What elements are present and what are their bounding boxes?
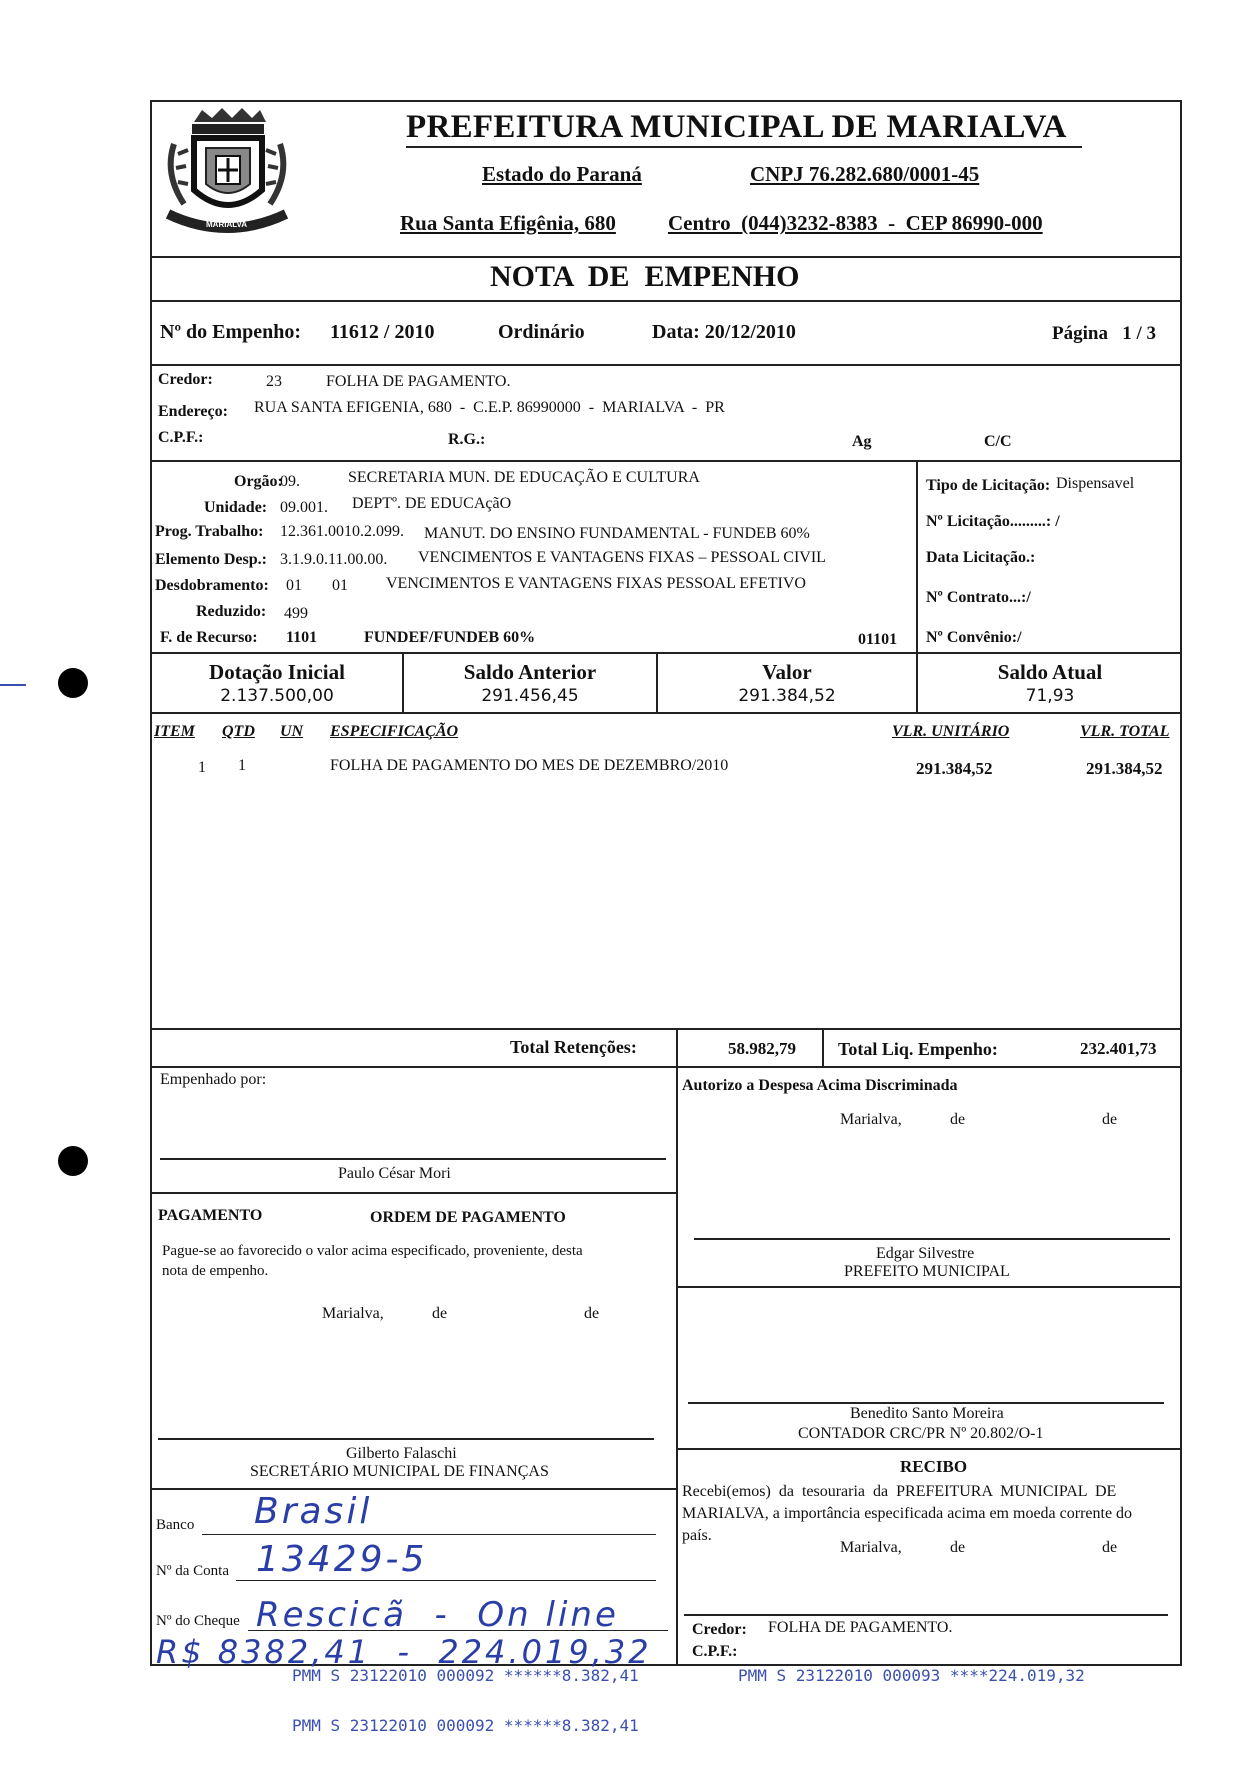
address: Rua Santa Efigênia, 680 <box>400 211 616 235</box>
reduzido-label: Reduzido: <box>196 603 267 620</box>
recibo-de-2: de <box>1102 1539 1118 1556</box>
recurso-code-2: 01101 <box>858 631 898 648</box>
rg-label: R.G.: <box>448 431 486 448</box>
desdobramento-label: Desdobramento: <box>155 577 269 594</box>
prog-desc: MANUT. DO ENSINO FUNDAMENTAL - FUNDEB 60% <box>424 525 810 542</box>
cc-label: C/C <box>984 433 1012 450</box>
col-qtd: QTD <box>222 723 255 740</box>
dotacao-inicial-cell <box>152 660 402 708</box>
credor-name: FOLHA DE PAGAMENTO. <box>326 373 511 390</box>
unidade-desc: DEPTº. DE EDUCAçãO <box>352 495 512 512</box>
empenho-number: 11612 / 2010 <box>330 321 435 343</box>
saldo-anterior-cell <box>404 660 656 708</box>
item-spec: FOLHA DE PAGAMENTO DO MES DE DEZEMBRO/2010 <box>330 757 729 774</box>
orgao-code: 09. <box>280 473 300 490</box>
banco-label: Banco <box>156 1517 195 1533</box>
secretario-title: SECRETÁRIO MUNICIPAL DE FINANÇAS <box>250 1463 549 1480</box>
saldo-atual-label: Saldo Atual <box>997 660 1103 684</box>
bank-stamp-2: PMM S 23122010 000093 ****224.019,32 <box>738 1666 1085 1685</box>
ordem-pagamento-label: ORDEM DE PAGAMENTO <box>370 1209 566 1226</box>
contador-title: CONTADOR CRC/PR Nº 20.802/O-1 <box>798 1425 1044 1442</box>
page-number: Página 1 / 3 <box>1052 323 1156 344</box>
recibo-cpf-label: C.P.F.: <box>692 1643 738 1660</box>
total-liquido-label: Total Liq. Empenho: <box>838 1039 998 1059</box>
ag-label: Ag <box>852 433 872 450</box>
item-number: 1 <box>198 759 206 776</box>
recurso-code: 1101 <box>286 629 318 646</box>
valor-label: Valor <box>762 660 812 684</box>
credor-code: 23 <box>266 373 282 390</box>
col-un: UN <box>280 723 304 740</box>
valor-value: 291.384,52 <box>738 686 836 706</box>
elemento-label: Elemento Desp.: <box>155 551 267 568</box>
recibo-line-1: Recebi(emos) da tesouraria da PREFEITURA MUNICIPAL DE <box>682 1483 1117 1500</box>
pagamento-de-1: de <box>432 1305 448 1322</box>
data-licitacao: Data Licitação.: <box>926 549 1036 566</box>
recibo-title: RECIBO <box>900 1457 968 1476</box>
punch-hole-bottom <box>58 1146 88 1176</box>
recurso-desc: FUNDEF/FUNDEB 60% <box>364 629 536 646</box>
dotacao-value: 2.137.500,00 <box>220 686 334 706</box>
unidade-label: Unidade: <box>204 499 268 516</box>
autorizo-de-1: de <box>950 1111 966 1128</box>
total-retencoes-label: Total Retenções: <box>510 1037 637 1057</box>
prefeito-title: PREFEITO MUNICIPAL <box>844 1263 1010 1280</box>
handwritten-amounts: R$ 8382,41 - 224.019,32 <box>156 1633 652 1671</box>
municipal-seal <box>154 104 300 246</box>
numero-convenio: Nº Convênio:/ <box>926 629 1022 646</box>
conta-label: Nº da Conta <box>156 1563 229 1579</box>
bank-stamp-3: PMM S 23122010 000092 ******8.382,41 <box>292 1716 639 1735</box>
empenho-date: Data: 20/12/2010 <box>652 321 796 343</box>
item-unit-value: 291.384,52 <box>916 759 993 778</box>
empenho-label: Nº do Empenho: <box>160 321 302 343</box>
col-especificacao: ESPECIFICAÇÃO <box>330 723 459 740</box>
bank-stamp-1: PMM S 23122010 000092 ******8.382,41 <box>292 1666 639 1685</box>
tipo-licitacao-label: Tipo de Licitação: <box>926 477 1051 494</box>
numero-licitacao: Nº Licitação.........: / <box>926 513 1060 530</box>
recurso-label: F. de Recurso: <box>160 629 258 646</box>
credor-label: Credor: <box>158 371 213 388</box>
reduzido-value: 499 <box>284 605 308 622</box>
secretario-name: Gilberto Falaschi <box>346 1445 457 1462</box>
autorizo-label: Autorizo a Despesa Acima Discriminada <box>682 1077 958 1094</box>
pagamento-label: PAGAMENTO <box>158 1207 263 1224</box>
cheque-label: Nº do Cheque <box>156 1613 240 1629</box>
empenhado-por-name: Paulo César Mori <box>338 1165 451 1182</box>
pagamento-de-2: de <box>584 1305 600 1322</box>
seal-text: MARIALVA <box>206 220 248 229</box>
recibo-city: Marialva, <box>840 1539 902 1556</box>
recibo-line-3: país. <box>682 1527 712 1544</box>
empenho-type: Ordinário <box>498 321 585 343</box>
cheque-value: Rescicã - On line <box>256 1595 619 1635</box>
margin-mark <box>0 684 26 686</box>
tipo-licitacao-value: Dispensavel <box>1056 475 1135 492</box>
saldo-atual-cell <box>918 660 1182 708</box>
recibo-line-2: MARIALVA, a importância especificada acima em moeda corrente do <box>682 1505 1133 1522</box>
col-item: ITEM <box>154 723 195 740</box>
conta-value: 13429-5 <box>256 1539 428 1580</box>
col-vlr-total: VLR. TOTAL <box>1080 723 1170 740</box>
recibo-credor-label: Credor: <box>692 1621 747 1638</box>
prog-label: Prog. Trabalho: <box>155 523 264 540</box>
recibo-credor-value: FOLHA DE PAGAMENTO. <box>768 1619 953 1636</box>
prog-code: 12.361.0010.2.099. <box>280 523 404 540</box>
pagamento-text-line-2: nota de empenho. <box>162 1263 269 1279</box>
elemento-desc: VENCIMENTOS E VANTAGENS FIXAS – PESSOAL CIVIL <box>418 549 826 566</box>
punch-hole-top <box>58 668 88 698</box>
contador-name: Benedito Santo Moreira <box>850 1405 1004 1422</box>
numero-contrato: Nº Contrato...:/ <box>926 589 1031 606</box>
item-total-value: 291.384,52 <box>1086 759 1163 778</box>
state-name: Estado do Paraná <box>482 162 642 186</box>
saldo-anterior-label: Saldo Anterior <box>463 660 597 684</box>
total-liquido-value: 232.401,73 <box>1080 1039 1157 1058</box>
pagamento-city: Marialva, <box>322 1305 384 1322</box>
empenhado-por-label: Empenhado por: <box>160 1071 267 1088</box>
orgao-label: Orgão: <box>234 473 283 490</box>
district-phone-cep: Centro (044)3232-8383 - CEP 86990-000 <box>668 211 1043 235</box>
dotacao-label: Dotação Inicial <box>209 660 345 684</box>
unidade-code: 09.001. <box>280 499 328 516</box>
municipality-title: PREFEITURA MUNICIPAL DE MARIALVA <box>406 109 1067 145</box>
prefeito-name: Edgar Silvestre <box>876 1245 975 1262</box>
cpf-label: C.P.F.: <box>158 429 204 446</box>
pagamento-text-line-1: Pague-se ao favorecido o valor acima especificado, proveniente, desta <box>162 1243 583 1259</box>
valor-cell <box>658 660 916 708</box>
autorizo-city: Marialva, <box>840 1111 902 1128</box>
endereco-label: Endereço: <box>158 403 228 420</box>
elemento-code: 3.1.9.0.11.00.00. <box>280 551 388 568</box>
autorizo-de-2: de <box>1102 1111 1118 1128</box>
col-vlr-unitario: VLR. UNITÁRIO <box>892 723 1010 740</box>
cnpj: CNPJ 76.282.680/0001-45 <box>750 162 980 186</box>
saldo-anterior-value: 291.456,45 <box>481 686 579 706</box>
total-retencoes-value: 58.982,79 <box>728 1039 796 1058</box>
desdobramento-desc: VENCIMENTOS E VANTAGENS FIXAS PESSOAL EFETIVO <box>386 575 806 592</box>
recibo-de-1: de <box>950 1539 966 1556</box>
desdobramento-code-2: 01 <box>332 577 348 594</box>
saldo-atual-value: 71,93 <box>1025 686 1075 706</box>
endereco-value: RUA SANTA EFIGENIA, 680 - C.E.P. 86990000 - MARIALVA - PR <box>254 399 725 416</box>
desdobramento-code-1: 01 <box>286 577 302 594</box>
orgao-desc: SECRETARIA MUN. DE EDUCAÇÃO E CULTURA <box>348 469 700 486</box>
item-qtd: 1 <box>238 757 246 774</box>
banco-value: Brasil <box>254 1491 373 1532</box>
document-title: NOTA DE EMPENHO <box>490 260 800 293</box>
